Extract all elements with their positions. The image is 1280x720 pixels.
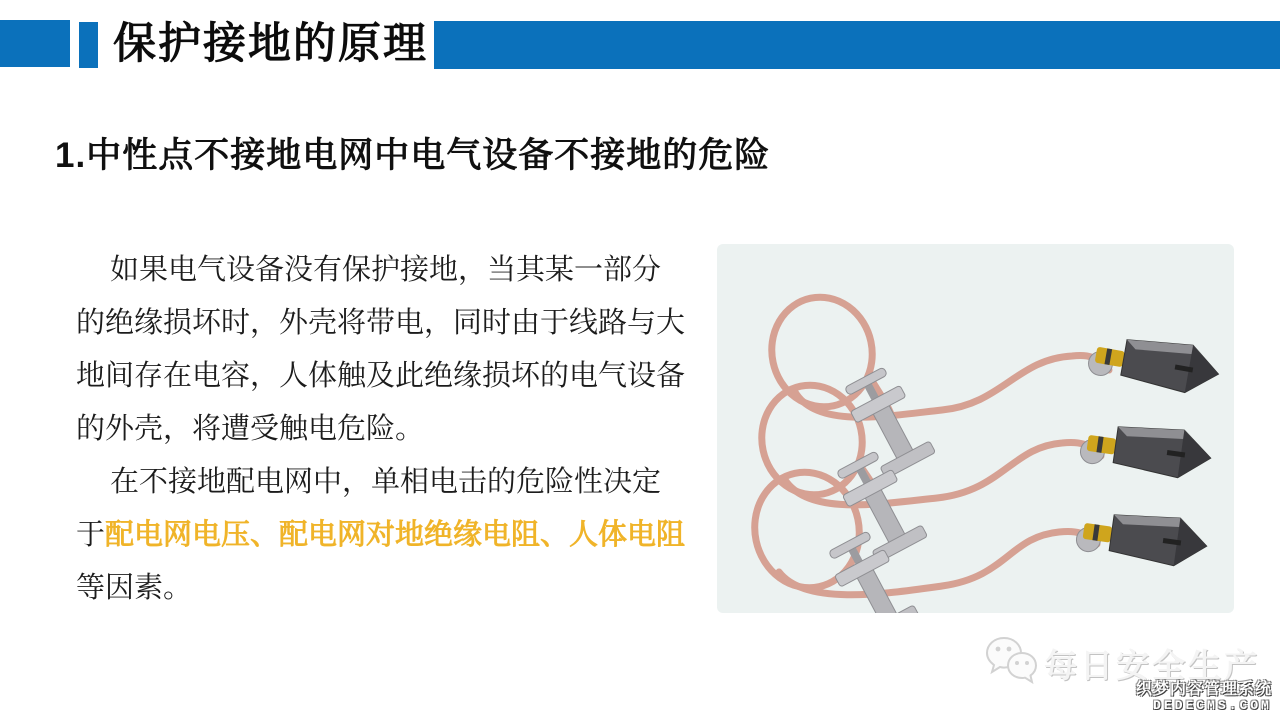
body-line: 的绝缘损坏时，外壳将带电，同时由于线路与大 bbox=[76, 307, 686, 339]
cms-domain: DEDECMS.COM bbox=[1153, 698, 1272, 713]
body-line: 如果电气设备没有保护接地，当其某一部分 bbox=[110, 254, 662, 286]
watermark-brand: 每日安全生产 bbox=[1044, 647, 1260, 684]
grounding-cables-photo bbox=[717, 244, 1234, 613]
cms-stamp bbox=[1136, 681, 1272, 714]
body-paragraph bbox=[76, 244, 724, 615]
body-line bbox=[76, 509, 724, 562]
grounding-cables-illustration bbox=[717, 244, 1234, 613]
highlighted-factors: 配电网电压、配电网对地绝缘电阻、人体电阻 bbox=[105, 519, 686, 551]
page-title: 保护接地的原理 bbox=[113, 20, 428, 68]
body-line: 在不接地配电网中，单相电击的危险性决定 bbox=[110, 466, 662, 498]
wechat-bubbles-icon bbox=[984, 634, 1040, 688]
section-heading: 1.中性点不接地电网中电气设备不接地的危险 bbox=[55, 136, 771, 175]
circuit-clamp-head bbox=[1075, 328, 1223, 570]
cms-name: 织梦内容管理系统 bbox=[1135, 681, 1272, 698]
body-line-prefix: 于 bbox=[76, 519, 106, 551]
header-accent-block bbox=[0, 20, 70, 67]
header-accent-tick bbox=[79, 22, 98, 68]
header-accent-bar bbox=[434, 21, 1280, 69]
body-line: 等因素。 bbox=[76, 572, 193, 604]
body-line: 地间存在电容，人体触及此绝缘损坏的电气设备 bbox=[76, 360, 686, 392]
body-line: 的外壳，将遭受触电危险。 bbox=[76, 413, 425, 445]
